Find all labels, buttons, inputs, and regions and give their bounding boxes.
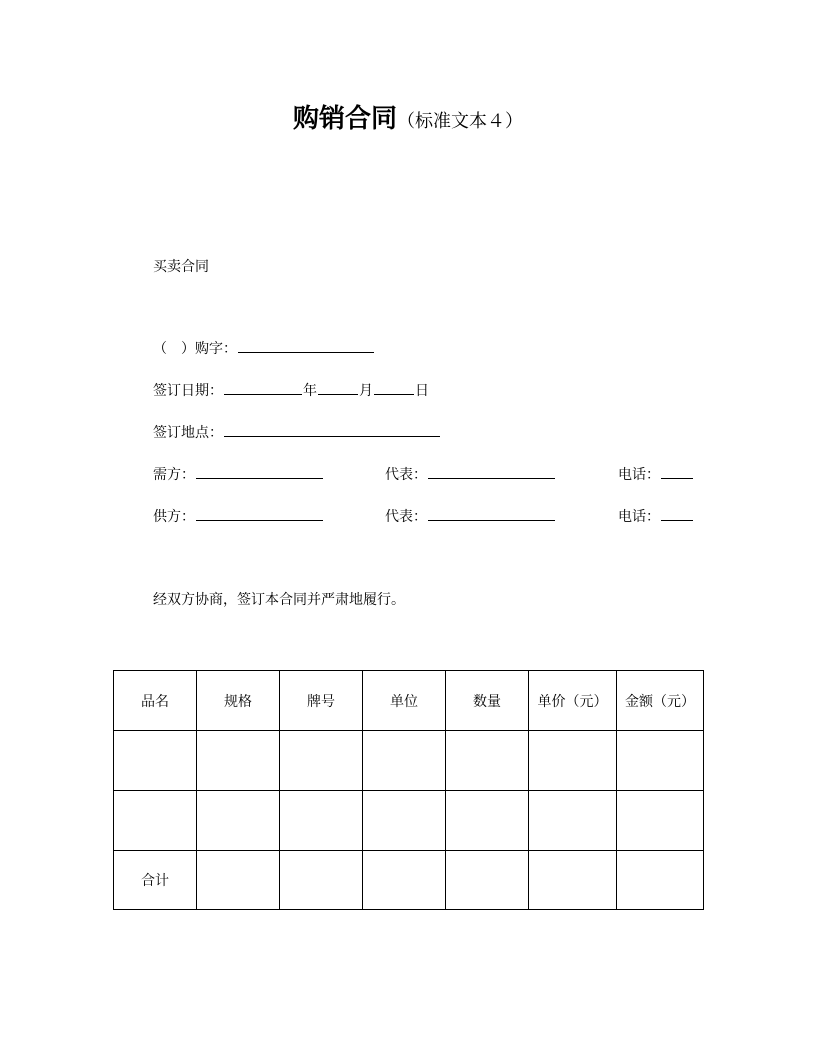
table-cell[interactable] [529, 851, 617, 910]
sign-place-label: 签订地点： [153, 425, 223, 441]
buyer-row [153, 465, 324, 485]
table-cell[interactable] [446, 731, 529, 791]
header-unit: 单位 [363, 671, 446, 731]
table-cell[interactable] [114, 731, 197, 791]
buyer-phone-label: 电话： [618, 467, 660, 483]
header-product-name: 品名 [114, 671, 197, 731]
table-cell[interactable] [197, 851, 280, 910]
supplier-phone-label: 电话： [618, 509, 660, 525]
header-brand: 牌号 [280, 671, 363, 731]
supplier-rep-blank[interactable] [428, 507, 555, 521]
supplier-blank[interactable] [196, 507, 323, 521]
month-label: 月 [359, 383, 373, 399]
table-cell[interactable] [617, 791, 704, 851]
header-unit-price: 单价（元） [529, 671, 617, 731]
table-cell[interactable] [197, 791, 280, 851]
sign-date-row [153, 381, 429, 401]
buyer-rep-label: 代表： [385, 467, 427, 483]
header-amount: 金额（元） [617, 671, 704, 731]
sign-place-blank[interactable] [224, 423, 440, 437]
supplier-phone-blank[interactable] [661, 507, 693, 521]
sign-year-blank[interactable] [224, 381, 302, 395]
supplier-phone-row [618, 507, 694, 527]
supplier-rep-label: 代表： [385, 509, 427, 525]
buyer-label: 需方： [153, 467, 195, 483]
goods-table [113, 670, 704, 910]
purchase-number-row [153, 339, 375, 359]
supplier-label: 供方： [153, 509, 195, 525]
header-specification: 规格 [197, 671, 280, 731]
table-cell[interactable] [446, 851, 529, 910]
table-cell[interactable] [280, 731, 363, 791]
sign-month-blank[interactable] [318, 381, 358, 395]
table-cell[interactable] [114, 791, 197, 851]
buyer-rep-blank[interactable] [428, 465, 555, 479]
table-cell[interactable] [280, 791, 363, 851]
table-row [114, 731, 704, 791]
purchase-number-label: （ ）购字： [153, 341, 237, 357]
buyer-phone-row [618, 465, 694, 485]
day-label: 日 [415, 383, 429, 399]
table-cell[interactable] [197, 731, 280, 791]
header-quantity: 数量 [446, 671, 529, 731]
table-header-row [114, 671, 704, 731]
year-label: 年 [303, 383, 317, 399]
buyer-phone-blank[interactable] [661, 465, 693, 479]
table-total-row [114, 851, 704, 910]
table-cell[interactable] [363, 851, 446, 910]
document-type: 买卖合同 [153, 259, 209, 275]
table-cell[interactable] [446, 791, 529, 851]
table-cell[interactable] [617, 851, 704, 910]
sign-place-row [153, 423, 441, 443]
sign-date-label: 签订日期： [153, 383, 223, 399]
table-cell[interactable] [529, 731, 617, 791]
sign-day-blank[interactable] [374, 381, 414, 395]
title-main: 购销合同 [292, 104, 397, 134]
supplier-row [153, 507, 324, 527]
supplier-rep-row [385, 507, 556, 527]
buyer-rep-row [385, 465, 556, 485]
title-sub: （标准文本４） [397, 111, 523, 132]
table-cell[interactable] [529, 791, 617, 851]
table-cell[interactable] [363, 791, 446, 851]
agreement-text: 经双方协商，签订本合同并严肃地履行。 [153, 592, 405, 608]
table-row [114, 791, 704, 851]
purchase-number-blank[interactable] [238, 339, 374, 353]
table-cell[interactable] [617, 731, 704, 791]
document-title [0, 98, 816, 135]
table-cell[interactable] [280, 851, 363, 910]
table-cell[interactable] [363, 731, 446, 791]
buyer-blank[interactable] [196, 465, 323, 479]
total-label: 合计 [114, 851, 197, 910]
